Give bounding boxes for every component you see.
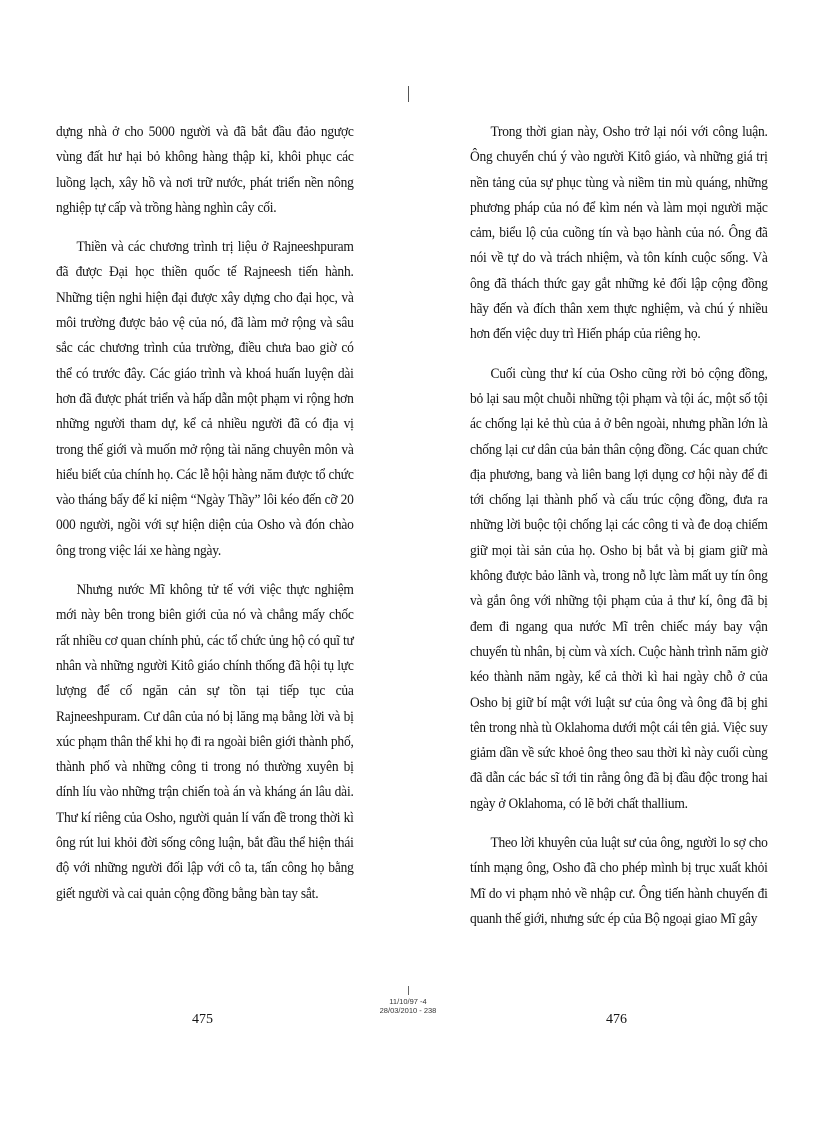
left-page-number: 475	[192, 1012, 213, 1027]
print-stamp-line-2: 28/03/2010 - 238	[379, 1006, 437, 1015]
left-paragraph-1: dựng nhà ở cho 5000 người và đã bắt đầu đảo ngược vùng đất hư hại bỏ không hàng thập kỉ, khôi phục các luồng lạch, xây hồ và nơi trữ nước, phát triển nền nông nghiệp tự cấp và trồng hàng nghìn cây cối.	[56, 124, 354, 216]
right-paragraph-1: Trong thời gian này, Osho trở lại nói với công luận. Ông chuyển chú ý vào người Kitô giáo, và những giá trị nền tảng của sự phục tùng và niềm tin mù quáng, những phương pháp của nó để kìm nén và làm mọi người mặc cảm, biểu lộ của cuồng tín và bạo hành của nó. Ông đã nói về tự do và trách nhiệm, và tôn kính cuộc sống. Và ông đã thách thức gay gắt những kẻ đối lập cộng đồng hãy đến và đích thân xem thực nghiệm, và chú ý nhiều hơn đến việc duy trì Hiến pháp của riêng họ.	[470, 124, 768, 343]
print-stamp	[360, 986, 456, 1015]
right-page-column	[470, 120, 768, 946]
right-page-number: 476	[606, 1012, 627, 1027]
left-paragraph-2: Thiền và các chương trình trị liệu ở Rajneeshpuram đã được Đại học thiền quốc tế Rajneesh tiến hành. Những tiện nghi hiện đại được xây dựng cho đại học, và môi trường được bảo vệ của nó, đã làm mở rộng và sâu sắc các chương trình của trường, điều chưa bao giờ có thể có trước đây. Các giáo trình và khoá huấn luyện dài hơn đã được phát triển và hấp dẫn một phạm vi rộng hơn những người tham dự, kể cả nhiều người đã có địa vị trong thế giới và muốn mở rộng tài năng chuyên môn và hiểu biết của chính họ. Các lễ hội hàng năm được tổ chức vào tháng bẩy để kỉ niệm “Ngày Thầy” lôi kéo đến cỡ 20 000 người, ngồi với sự hiện diện của Osho và đón chào ông trong việc lái xe hàng ngày.	[56, 239, 354, 559]
left-paragraph-3: Nhưng nước Mĩ không tử tế với việc thực nghiệm mới này bên trong biên giới của nó và chẳng mấy chốc rất nhiều cơ quan chính phủ, các tổ chức ủng hộ có quĩ tư nhân và những người Kitô giáo chính thống đã hội tụ lực lượng để cố ngăn cản sự tồn tại tiếp tục của Rajneeshpuram. Cư dân của nó bị lăng mạ bằng lời và bị xúc phạm thân thể khi họ đi ra ngoài biên giới thành phố, thành phố và những công ti trong nó thường xuyên bị dính líu vào những trận chiến toà án và kháng án lâu dài. Thư kí riêng của Osho, người quản lí vấn đề trong thời kì ông rút lui khỏi đời sống công luận, bắt đầu thể hiện thái độ với những người đối lập với cô ta, tấn công họ bằng giết người và cai quản cộng đồng bằng bàn tay sắt.	[56, 582, 354, 902]
right-paragraph-3: Theo lời khuyên của luật sư của ông, người lo sợ cho tính mạng ông, Osho đã cho phép mình bị trục xuất khỏi Mĩ do vi phạm nhỏ về nhập cư. Ông tiến hành chuyến đi quanh thế giới, nhưng sức ép của Bộ ngoại giao Mĩ gây	[470, 835, 768, 927]
footer-tick-mark	[408, 986, 409, 995]
left-page-column	[56, 120, 354, 921]
print-stamp-line-1: 11/10/97 -4	[389, 997, 427, 1006]
right-paragraph-2: Cuối cùng thư kí của Osho cũng rời bỏ cộng đồng, bỏ lại sau một chuỗi những tội phạm và tội ác, một số tội ác chống lại kẻ thù của ả ở bên ngoài, nhưng phần lớn là chống lại cư dân của bản thân cộng đồng. Các quan chức địa phương, bang và liên bang lợi dụng cơ hội này để đi tới chống lại thành phố và cấu trúc cộng đồng, đưa ra những lời buộc tội chống lại các công ti và đe doạ chiếm giữ mọi tài sản của họ. Osho bị bắt và bị giam giữ mà không được bảo lãnh và, trong nỗ lực làm mất uy tín ông và gắn ông với những tội phạm của ả thư kí, ông đã bị đem đi ngang qua nước Mĩ trên chiếc máy bay vận chuyển tù nhân, bị cùm và xích. Cuộc hành trình năm giờ kéo thành năm ngày, kể cả thời kì hai ngày chỗ ở của Osho bị giữ bí mật với luật sư của ông và ông đã bị ghi tên trong nhà tù Oklahoma dưới một cái tên giả. Việc suy giảm dần về sức khoẻ ông theo sau thời kì này cuối cùng đã dẫn các bác sĩ tới tin rằng ông đã bị đầu độc trong hai ngày ở Oklahoma, có lẽ bởi chất thallium.	[470, 365, 768, 812]
center-fold-mark	[408, 86, 409, 102]
